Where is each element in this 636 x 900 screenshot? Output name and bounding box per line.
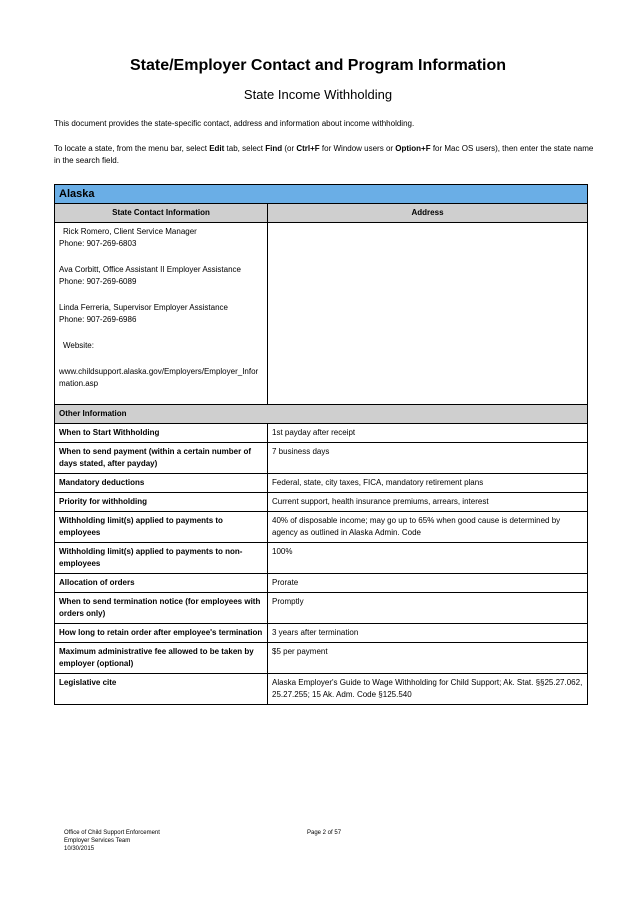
other-info-header-row — [55, 405, 588, 424]
info-value: Federal, state, city taxes, FICA, mandatory retirement plans — [268, 474, 588, 493]
info-value: $5 per payment — [268, 643, 588, 674]
info-value: 100% — [268, 543, 588, 574]
info-row — [55, 574, 588, 593]
instructions-text: To locate a state, from the menu bar, select Edit tab, select Find (or Ctrl+F for Window users or Option+F for Mac OS users), then enter the state name in the search field. — [54, 144, 594, 165]
info-label: When to Start Withholding — [55, 424, 268, 443]
info-label: Priority for withholding — [55, 493, 268, 512]
address-cell — [268, 223, 588, 405]
info-label: When to send payment (within a certain number of days stated, after payday) — [55, 443, 268, 474]
contact-entry — [59, 226, 263, 250]
info-row — [55, 443, 588, 474]
info-label: How long to retain order after employee's termination — [55, 624, 268, 643]
info-value: 40% of disposable income; may go up to 65% when good cause is determined by agency as outlined in Alaska Admin. Code — [268, 512, 588, 543]
document-subtitle: State Income Withholding — [243, 87, 393, 102]
info-row — [55, 493, 588, 512]
info-label: Withholding limit(s) applied to payments to employees — [55, 512, 268, 543]
info-label: Mandatory deductions — [55, 474, 268, 493]
info-row — [55, 674, 588, 705]
info-row — [55, 424, 588, 443]
info-label: When to send termination notice (for employees with orders only) — [55, 593, 268, 624]
contact-name: Ava Corbitt, Office Assistant II Employer Assistance — [59, 265, 242, 274]
contact-entry — [59, 264, 263, 288]
info-value: 7 business days — [268, 443, 588, 474]
info-value: Prorate — [268, 574, 588, 593]
contact-entry — [59, 302, 263, 326]
address-column-header: Address — [268, 204, 588, 223]
info-value: Alaska Employer's Guide to Wage Withholding for Child Support; Ak. Stat. §§25.27.062, 25.27.255; 15 Ak. Adm. Code §125.540 — [268, 674, 588, 705]
contact-phone: Phone: 907-269-6986 — [59, 315, 137, 324]
intro-text: This document provides the state-specific contact, address and information about income withholding. — [54, 119, 415, 128]
contact-cell — [55, 223, 268, 405]
footer-office: Office of Child Support Enforcement — [64, 830, 160, 836]
website-link[interactable]: www.childsupport.alaska.gov/Employers/Employer_Information.asp — [59, 367, 259, 388]
document-title: State/Employer Contact and Program Information — [129, 57, 507, 74]
info-row — [55, 643, 588, 674]
info-label: Maximum administrative fee allowed to be taken by employer (optional) — [55, 643, 268, 674]
info-value: 1st payday after receipt — [268, 424, 588, 443]
contact-phone: Phone: 907-269-6803 — [59, 239, 137, 248]
state-header-row — [55, 185, 588, 204]
footer-date: 10/30/2015 — [64, 846, 95, 852]
page-number: Page 2 of 57 — [307, 830, 342, 836]
info-value: Promptly — [268, 593, 588, 624]
info-value: 3 years after termination — [268, 624, 588, 643]
info-row — [55, 624, 588, 643]
other-info-header: Other Information — [55, 405, 588, 424]
contact-row — [55, 223, 588, 405]
info-row — [55, 593, 588, 624]
website-label: Website: — [63, 341, 94, 350]
info-row — [55, 474, 588, 493]
info-row — [55, 543, 588, 574]
info-label: Withholding limit(s) applied to payments to non-employees — [55, 543, 268, 574]
info-label: Allocation of orders — [55, 574, 268, 593]
footer-team: Employer Services Team — [64, 838, 131, 844]
contact-column-header: State Contact Information — [55, 204, 268, 223]
column-header-row — [55, 204, 588, 223]
contact-name: Rick Romero, Client Service Manager — [63, 227, 197, 236]
info-value: Current support, health insurance premiums, arrears, interest — [268, 493, 588, 512]
state-name: Alaska — [55, 185, 588, 204]
contact-phone: Phone: 907-269-6089 — [59, 277, 137, 286]
footer-left — [64, 829, 160, 853]
contact-name: Linda Ferreria, Supervisor Employer Assistance — [59, 303, 228, 312]
state-info-table — [54, 184, 588, 705]
info-row — [55, 512, 588, 543]
info-label: Legislative cite — [55, 674, 268, 705]
